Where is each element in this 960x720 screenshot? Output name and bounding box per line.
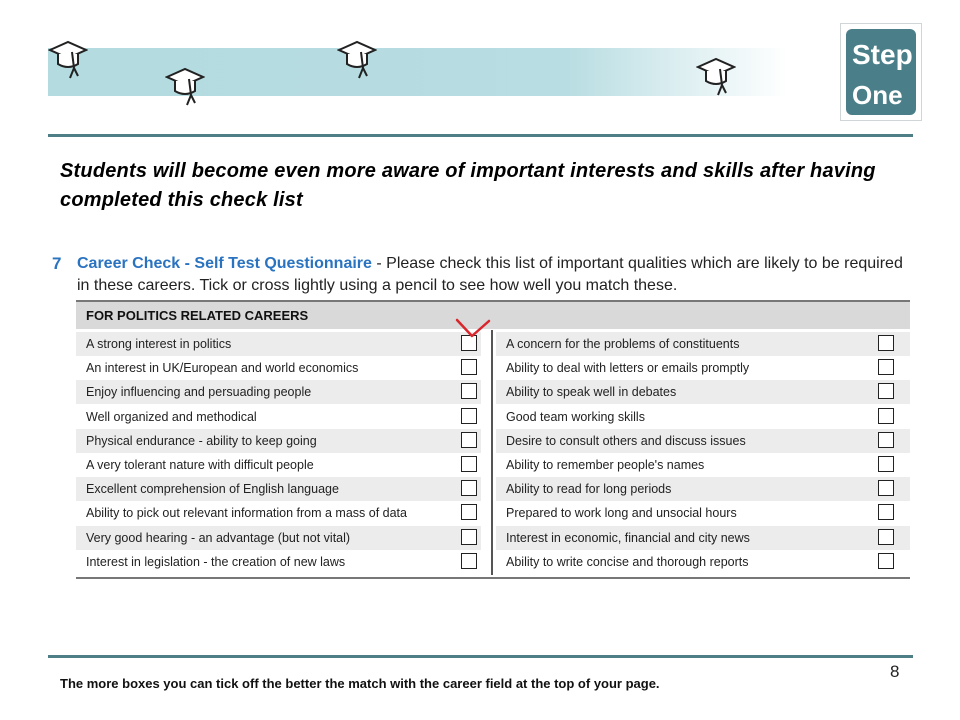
checkbox[interactable] bbox=[878, 504, 894, 520]
checkbox[interactable] bbox=[461, 456, 477, 472]
checklist-row bbox=[76, 501, 481, 525]
checklist-row bbox=[76, 429, 481, 453]
checklist-item-label: Enjoy influencing and persuading people bbox=[86, 385, 312, 400]
checkbox[interactable] bbox=[878, 480, 894, 496]
question-intro bbox=[77, 253, 917, 297]
checkbox[interactable] bbox=[461, 504, 477, 520]
question-number: 7 bbox=[52, 254, 62, 273]
checklist-item-label: Ability to speak well in debates bbox=[506, 385, 677, 400]
header-banner bbox=[48, 48, 788, 96]
checklist-item-label: A strong interest in politics bbox=[86, 337, 232, 351]
checklist-row bbox=[76, 380, 481, 404]
checklist-item-label: Ability to pick out relevant information from a mass of data bbox=[86, 506, 407, 521]
checklist-row bbox=[496, 453, 910, 477]
checklist-row bbox=[76, 453, 481, 477]
checklist-item-label: Excellent comprehension of English language bbox=[86, 482, 339, 497]
checklist-row bbox=[496, 501, 910, 525]
tick-mark-icon bbox=[455, 318, 491, 340]
checklist-row bbox=[496, 356, 910, 380]
checklist-item-label: Good team working skills bbox=[506, 409, 645, 424]
checklist-item-label: Ability to remember people's names bbox=[506, 458, 705, 472]
checklist-item-label: Desire to consult others and discuss issues bbox=[506, 433, 746, 448]
checklist-row bbox=[496, 550, 910, 574]
page-headline: Students will become even more aware of important interests and skills after having completed this check list bbox=[60, 160, 876, 211]
graduation-cap-icon bbox=[165, 65, 205, 109]
footer-note: The more boxes you can tick off the better the match with the career field at the top of your page. bbox=[60, 676, 660, 691]
checklist-item-label: Interest in economic, financial and city news bbox=[506, 530, 750, 545]
checkbox[interactable] bbox=[878, 408, 894, 424]
svg-text:One: One bbox=[852, 80, 903, 110]
checklist-item-label: A very tolerant nature with difficult people bbox=[86, 458, 314, 472]
footer-rule bbox=[48, 655, 913, 658]
checklist-row bbox=[76, 356, 481, 380]
page-number: 8 bbox=[890, 662, 900, 681]
checklist-item-label: Interest in legislation - the creation of new laws bbox=[86, 554, 346, 569]
checklist-item-label: Prepared to work long and unsocial hours bbox=[506, 506, 737, 521]
checkbox[interactable] bbox=[878, 456, 894, 472]
checklist-item-label: Very good hearing - an advantage (but not vital) bbox=[86, 530, 351, 545]
checkbox[interactable] bbox=[461, 529, 477, 545]
checklist-bottom-rule bbox=[76, 577, 910, 579]
checkbox[interactable] bbox=[878, 359, 894, 375]
checkbox[interactable] bbox=[461, 383, 477, 399]
checkbox[interactable] bbox=[461, 480, 477, 496]
checklist-row bbox=[496, 380, 910, 404]
checklist-item-label: Ability to write concise and thorough reports bbox=[506, 554, 749, 569]
checklist-item-label: Physical endurance - ability to keep going bbox=[86, 433, 317, 448]
checkbox[interactable] bbox=[461, 359, 477, 375]
graduation-cap-icon bbox=[48, 38, 88, 82]
checklist-item-label: Ability to deal with letters or emails promptly bbox=[506, 361, 750, 376]
svg-text:Step: Step bbox=[852, 39, 913, 70]
checklist-row bbox=[76, 526, 481, 550]
checklist-item-label: A concern for the problems of constituents bbox=[506, 337, 740, 351]
checkbox[interactable] bbox=[878, 432, 894, 448]
checkbox[interactable] bbox=[878, 383, 894, 399]
checklist-row bbox=[76, 477, 481, 501]
checkbox[interactable] bbox=[878, 335, 894, 351]
checklist-item-label: Ability to read for long periods bbox=[506, 482, 672, 497]
checklist-row bbox=[496, 332, 910, 356]
checklist-row bbox=[76, 405, 481, 429]
checklist-row bbox=[496, 429, 910, 453]
checkbox[interactable] bbox=[461, 432, 477, 448]
checklist-row bbox=[496, 526, 910, 550]
checkbox[interactable] bbox=[878, 529, 894, 545]
checklist-row bbox=[496, 477, 910, 501]
question-title: Career Check - Self Test Questionnaire bbox=[77, 255, 372, 272]
checklist-item-label: Well organized and methodical bbox=[86, 409, 257, 424]
header-rule bbox=[48, 134, 913, 137]
graduation-cap-icon bbox=[696, 55, 736, 99]
checklist-row bbox=[76, 332, 481, 356]
step-one-logo bbox=[840, 23, 922, 121]
checklist-item-label: An interest in UK/European and world economics bbox=[86, 361, 359, 376]
checkbox[interactable] bbox=[461, 408, 477, 424]
career-checklist bbox=[76, 300, 910, 579]
checklist-row bbox=[76, 550, 481, 574]
checklist-row bbox=[496, 405, 910, 429]
checkbox[interactable] bbox=[878, 553, 894, 569]
checkbox[interactable] bbox=[461, 553, 477, 569]
checklist-heading: FOR POLITICS RELATED CAREERS bbox=[76, 300, 910, 329]
column-divider bbox=[491, 330, 493, 575]
question-text: - Please check this list of important qualities which are likely to be required in these careers. Tick or cross lightly using a pencil to see how well you match these. bbox=[77, 255, 903, 294]
graduation-cap-icon bbox=[337, 38, 377, 82]
